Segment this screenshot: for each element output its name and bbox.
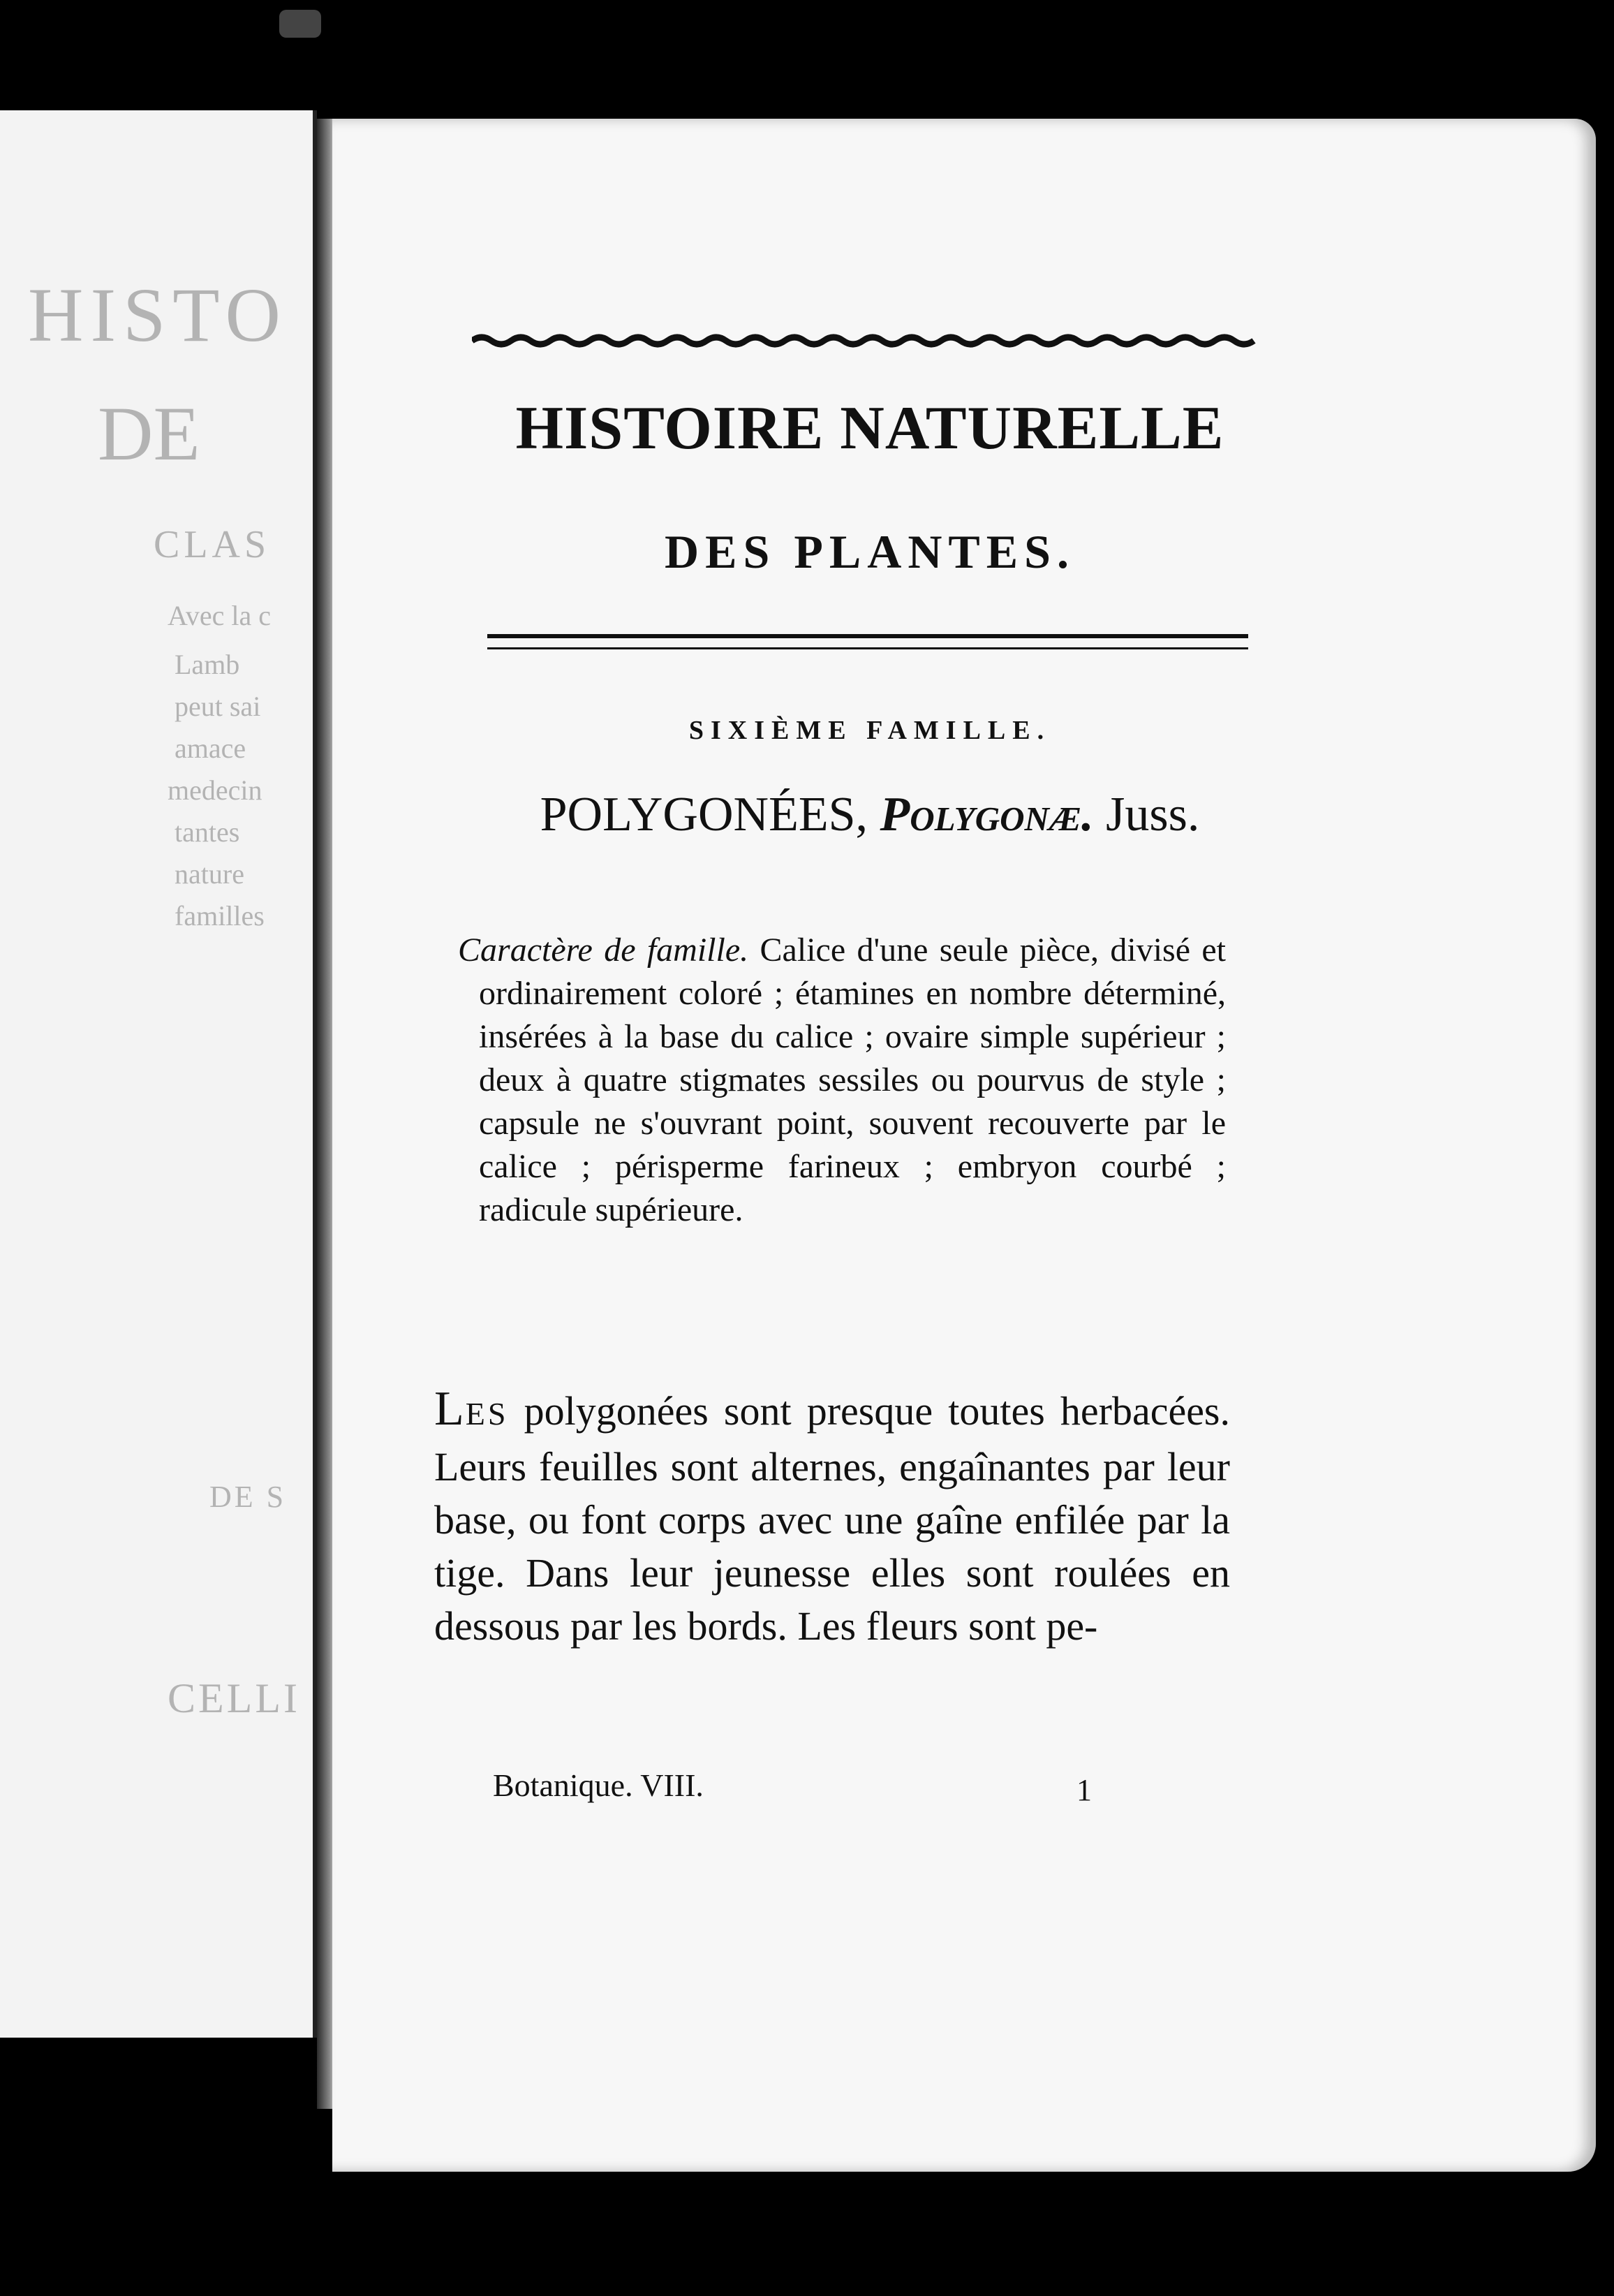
family-characteristics [458, 929, 1226, 1232]
ghost-text: peut sai [175, 691, 261, 722]
body-paragraph [434, 1383, 1230, 1653]
book-page [332, 119, 1596, 2172]
ghost-text: familles [175, 900, 265, 932]
gathering-number: 1 [1076, 1773, 1092, 1807]
ghost-text: HISTO [28, 272, 288, 358]
family-latin-name: Polygonæ. [880, 788, 1094, 841]
facing-page [0, 110, 317, 2038]
family-name: POLYGONÉES, [540, 788, 868, 841]
scanner-artifact [279, 10, 321, 38]
title-rule [487, 634, 1248, 649]
signature-mark: Botanique. VIII. [493, 1767, 704, 1803]
section-heading: SIXIÈME FAMILLE. [688, 716, 1051, 745]
ghost-text: CLAS [154, 523, 271, 566]
small-caps-lead: ES [465, 1396, 509, 1432]
ghost-text: nature [175, 858, 244, 890]
family-heading [472, 790, 1268, 839]
characteristics-label: Caractère de famille. [458, 932, 749, 969]
ghost-text: CELLI [168, 1675, 300, 1721]
page-subtitle: DES PLANTES. [665, 525, 1075, 578]
ghost-text: Avec la c [168, 600, 272, 631]
ghost-text: medecin [168, 774, 262, 806]
body-text: polygonées sont presque toutes herbacées. Leurs feuilles sont alternes, engaînantes par leur base, ou font corps avec une gaîne enfilée par la tige. Dans leur jeunesse elles sont roulées en dessous par les bords. Les fleurs sont pe- [434, 1388, 1231, 1649]
ghost-text: DE [98, 391, 200, 476]
ghost-text: Lamb [175, 649, 240, 680]
ghost-text: tantes [175, 816, 240, 848]
page-title: HISTOIRE NATURELLE [515, 395, 1224, 462]
family-author: Juss. [1106, 788, 1200, 841]
ghost-text: DE S [209, 1480, 287, 1514]
drop-cap: L [434, 1382, 466, 1436]
characteristics-text: Calice d'une seule pièce, divisé et ordinairement coloré ; étamines en nombre déterminé, insérées à la base du calice ; ovaire simple supérieur ; deux à quatre stigmates sessiles ou pourvus de style ; capsule ne s'ouvrant point, souvent recouverte par le calice ; périsperme farineux ; embryon courbé ; radicule supérieure. [479, 932, 1227, 1228]
ornamental-rule [472, 332, 1261, 349]
ghost-text: amace [175, 733, 246, 764]
